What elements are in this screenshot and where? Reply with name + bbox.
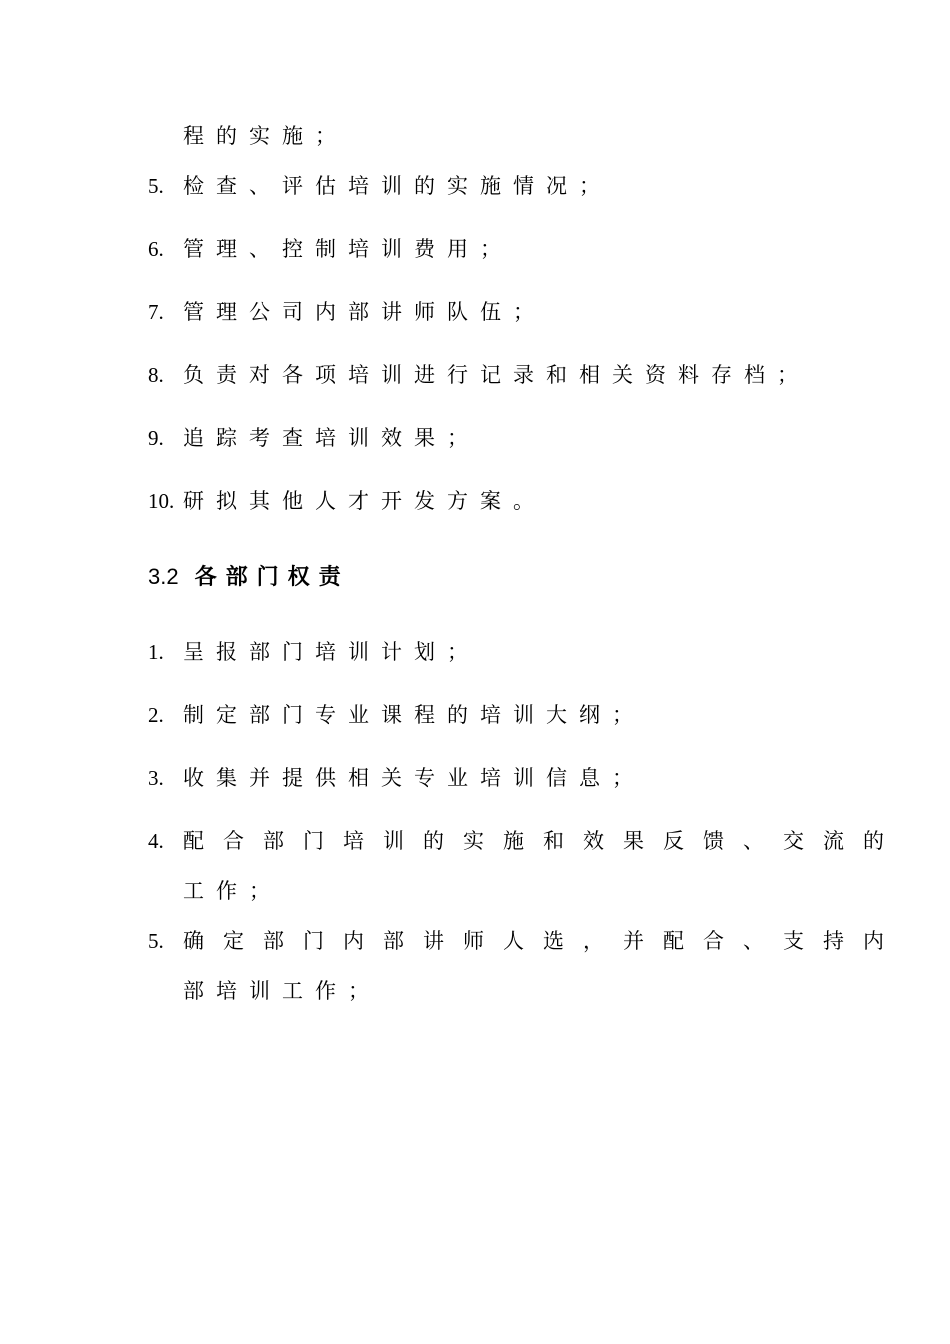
item-text: 呈报部门培训计划；: [183, 640, 480, 664]
item-text: 工作；: [183, 879, 282, 903]
item-text: 程的实施；: [183, 124, 348, 148]
list-item: [148, 359, 810, 391]
item-text: 检查、评估培训的实施情况；: [183, 174, 612, 198]
item-number: 9.: [148, 426, 164, 450]
item-text: 管理公司内部讲师队伍；: [183, 300, 546, 324]
item-number: 7.: [148, 300, 164, 324]
list-item: [148, 422, 480, 454]
item-text: 配合部门培训的实施和效果反馈、交流的: [183, 829, 903, 853]
item-text: 制定部门专业课程的培训大纲；: [183, 703, 645, 727]
list-item: [148, 699, 645, 731]
list-item: [148, 762, 645, 794]
item-number: 2.: [148, 703, 164, 727]
section-heading: [148, 560, 350, 594]
list-item: [148, 296, 546, 328]
list-item: [148, 636, 480, 668]
section-title: 各部门权责: [194, 565, 350, 590]
item-number: 5.: [148, 174, 164, 198]
list-item: [148, 170, 612, 202]
item-number: 10.: [148, 489, 175, 513]
list-item: [148, 925, 903, 957]
list-item: [148, 825, 903, 857]
list-item-continuation: [183, 975, 381, 1007]
list-item: [148, 233, 513, 265]
item-number: 5.: [148, 929, 164, 953]
item-number: 4.: [148, 829, 164, 853]
item-text: 研拟其他人才开发方案。: [183, 489, 546, 513]
continued-text: [183, 120, 348, 152]
item-text: 收集并提供相关专业培训信息；: [183, 766, 645, 790]
item-number: 1.: [148, 640, 164, 664]
item-text: 负责对各项培训进行记录和相关资料存档；: [183, 363, 810, 387]
item-text: 确定部门内部讲师人选，并配合、支持内: [183, 929, 903, 953]
list-item: [148, 485, 546, 517]
item-text: 部培训工作；: [183, 979, 381, 1003]
item-number: 3.: [148, 766, 164, 790]
item-number: 6.: [148, 237, 164, 261]
item-number: 8.: [148, 363, 164, 387]
item-text: 管理、控制培训费用；: [183, 237, 513, 261]
item-text: 追踪考查培训效果；: [183, 426, 480, 450]
section-number: 3.2: [148, 564, 179, 589]
list-item-continuation: [183, 875, 282, 907]
